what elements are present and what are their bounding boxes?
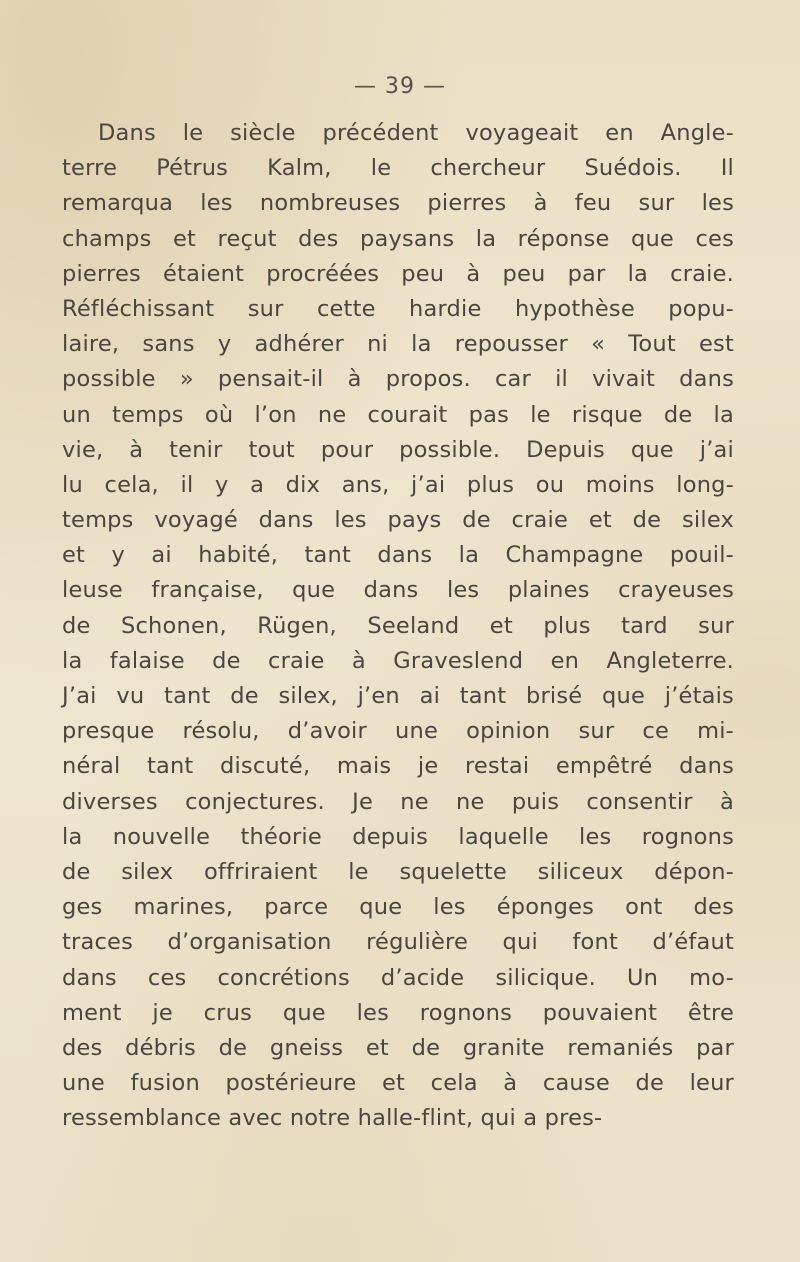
text-line: traces d’organisation régulière qui font d’éfaut [62,929,734,956]
text-line: néral tant discuté, mais je restai empêtré dans [62,753,734,780]
text-line: des débris de gneiss et de granite remaniés par [62,1034,734,1061]
text-line: de Schonen, Rügen, Seeland et plus tard sur [62,612,734,639]
text-line: vie, à tenir tout pour possible. Depuis que j’ai [62,436,734,463]
page-number: — 39 — [354,74,446,99]
text-line: la nouvelle théorie depuis laquelle les rognons [62,823,734,850]
text-line: pierres étaient procréées peu à peu par la craie. [62,260,734,287]
text-line: une fusion postérieure et cela à cause de leur [62,1070,734,1097]
text-line: temps voyagé dans les pays de craie et de silex [62,507,734,534]
text-line: et y ai habité, tant dans la Champagne pouil- [62,542,734,569]
text-line: ressemblance avec notre halle-flint, qui a pres- [62,1105,603,1132]
text-line: leuse française, que dans les plaines crayeuses [62,577,734,604]
text-line: ges marines, parce que les éponges ont des [62,894,734,921]
text-line: un temps où l’on ne courait pas le risque de la [62,401,734,428]
body-text [62,116,734,1136]
text-line: possible » pensait-il à propos. car il vivait dans [62,366,734,393]
text-line: presque résolu, d’avoir une opinion sur ce mi- [62,718,734,745]
text-line: ment je crus que les rognons pouvaient être [62,999,734,1026]
text-line: J’ai vu tant de silex, j’en ai tant brisé que j’étais [62,683,734,709]
text-line: diverses conjectures. Je ne ne puis consentir à [62,788,734,815]
text-line: remarqua les nombreuses pierres à feu sur les [62,190,734,217]
text-line: laire, sans y adhérer ni la repousser « Tout est [62,331,734,358]
text-line: la falaise de craie à Graveslend en Angleterre. [62,647,734,674]
text-line: Réfléchissant sur cette hardie hypothèse popu- [62,295,734,322]
text-line: de silex offriraient le squelette siliceux dépon- [62,858,734,885]
text-line: lu cela, il y a dix ans, j’ai plus ou moins long- [62,471,734,498]
text-line: champs et reçut des paysans la réponse que ces [62,225,734,252]
text-line: terre Pétrus Kalm, le chercheur Suédois. Il [62,155,734,182]
text-line: Dans le siècle précédent voyageait en Angle- [98,120,734,146]
text-line: dans ces concrétions d’acide silicique. Un mo- [62,964,734,991]
